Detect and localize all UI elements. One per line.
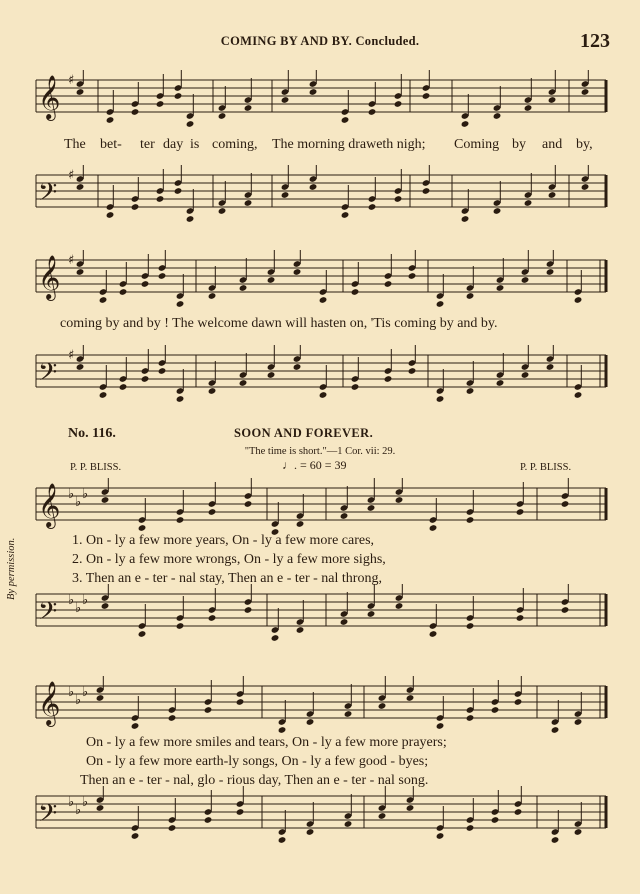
notehead [367, 504, 376, 512]
notehead [408, 272, 417, 280]
bass-clef-icon: 𝄢 [38, 178, 58, 213]
treble-clef-icon: 𝄞 [38, 681, 61, 725]
notehead [548, 96, 557, 104]
notehead [546, 363, 555, 371]
key-signature-icon: ♭ [75, 495, 82, 510]
system-4-treble-staff [0, 676, 640, 736]
notehead [524, 104, 533, 112]
notehead [574, 391, 583, 399]
notehead [99, 391, 108, 399]
verse-1-line-1: 1. On - ly a few more years, On - ly a few more cares, [72, 533, 375, 548]
notehead [138, 630, 147, 638]
hymn-number: No. 116. [68, 426, 116, 441]
notehead [119, 383, 128, 391]
notehead [101, 496, 110, 504]
notehead [514, 698, 523, 706]
notehead [466, 824, 475, 832]
system-4-bass-staff [0, 786, 640, 846]
lyric-word: Coming [454, 137, 500, 152]
header-subtitle: Concluded. [355, 34, 420, 48]
notehead [174, 187, 183, 195]
notehead [436, 832, 445, 840]
scripture-reference: "The time is short."—1 Cor. vii: 29. [244, 446, 396, 457]
notehead [319, 296, 328, 304]
key-signature-icon: ♭ [68, 795, 75, 810]
notehead [551, 836, 560, 844]
notehead [551, 726, 560, 734]
notehead [158, 367, 167, 375]
key-signature-icon: ♯ [68, 253, 75, 268]
notehead [561, 606, 570, 614]
verse-2-line-1: 2. On - ly a few more wrongs, On - ly a few more sighs, [72, 552, 386, 567]
page-number: 123 [580, 30, 610, 52]
key-signature-icon: ♯ [68, 348, 75, 363]
notehead [436, 395, 445, 403]
key-signature-icon: ♭ [75, 803, 82, 818]
notehead [131, 203, 140, 211]
notehead [546, 268, 555, 276]
key-signature-icon: ♭ [82, 487, 89, 502]
notehead [267, 371, 276, 379]
permission-note: By permission. [6, 537, 17, 600]
notehead [176, 300, 185, 308]
page-header [0, 34, 640, 49]
key-signature-icon: ♯ [68, 168, 75, 183]
notehead [406, 804, 415, 812]
notehead [574, 718, 583, 726]
lyric-word: coming, [212, 137, 258, 152]
notehead [293, 363, 302, 371]
notehead [408, 367, 417, 375]
notehead [76, 268, 85, 276]
notehead [466, 387, 475, 395]
notehead [493, 207, 502, 215]
notehead [106, 211, 115, 219]
notehead [466, 292, 475, 300]
notehead [208, 508, 217, 516]
notehead [168, 714, 177, 722]
notehead [466, 714, 475, 722]
key-signature-icon: ♭ [82, 795, 89, 810]
bass-clef-icon: 𝄢 [38, 597, 58, 632]
notehead [491, 706, 500, 714]
notehead [244, 500, 253, 508]
notehead [218, 207, 227, 215]
notehead [156, 100, 165, 108]
notehead [244, 606, 253, 614]
notehead [429, 524, 438, 532]
notehead [158, 272, 167, 280]
notehead [351, 288, 360, 296]
notehead [131, 722, 140, 730]
notehead [581, 183, 590, 191]
notehead [493, 112, 502, 120]
notehead [340, 618, 349, 626]
notehead [466, 516, 475, 524]
notehead [293, 268, 302, 276]
notehead [119, 288, 128, 296]
notehead [496, 379, 505, 387]
system-3-bass-staff [0, 584, 640, 644]
notehead [436, 300, 445, 308]
notehead [394, 100, 403, 108]
notehead [131, 832, 140, 840]
verse-3-line-1: 3. Then an e - ter - nal stay, Then an e - ter - nal throng, [72, 571, 382, 586]
notehead [208, 292, 217, 300]
notehead [367, 610, 376, 618]
lyric-line: coming by and by ! The welcome dawn will hasten on, 'Tis coming by and by. [60, 316, 498, 331]
lyric-word: by [512, 137, 526, 152]
notehead [186, 120, 195, 128]
notehead [296, 626, 305, 634]
key-signature-icon: ♭ [75, 693, 82, 708]
notehead [267, 276, 276, 284]
notehead [514, 808, 523, 816]
key-signature-icon: ♭ [75, 601, 82, 616]
notehead [341, 211, 350, 219]
notehead [76, 363, 85, 371]
notehead [96, 694, 105, 702]
notehead [239, 379, 248, 387]
system-3-treble-staff [0, 478, 640, 538]
lyric-word: is [190, 137, 200, 152]
notehead [309, 183, 318, 191]
notehead [340, 512, 349, 520]
notehead [99, 296, 108, 304]
header-title: COMING BY AND BY. [220, 34, 353, 48]
notehead [521, 276, 530, 284]
notehead [491, 816, 500, 824]
notehead [344, 710, 353, 718]
notehead [548, 191, 557, 199]
notehead [239, 284, 248, 292]
notehead [524, 199, 533, 207]
notehead [186, 215, 195, 223]
notehead [278, 836, 287, 844]
notehead [306, 718, 315, 726]
lyric-word: by, [576, 137, 593, 152]
system-2-treble-staff [0, 250, 640, 310]
notehead [384, 280, 393, 288]
notehead [341, 116, 350, 124]
song-heading [0, 426, 640, 446]
notehead [174, 92, 183, 100]
lyric-word: and [542, 137, 563, 152]
notehead [208, 614, 217, 622]
notehead [461, 120, 470, 128]
notehead [96, 804, 105, 812]
lyric-word: The [64, 137, 86, 152]
notehead [422, 92, 431, 100]
notehead [281, 191, 290, 199]
notehead [141, 280, 150, 288]
key-signature-icon: ♭ [68, 685, 75, 700]
notehead [394, 195, 403, 203]
notehead [218, 112, 227, 120]
notehead [208, 387, 217, 395]
notehead [384, 375, 393, 383]
notehead [574, 296, 583, 304]
key-signature-icon: ♭ [82, 593, 89, 608]
notehead [378, 702, 387, 710]
notehead [236, 808, 245, 816]
notehead [516, 508, 525, 516]
notehead [516, 614, 525, 622]
notehead [244, 104, 253, 112]
notehead [521, 371, 530, 379]
notehead [422, 187, 431, 195]
lyric-word: The morning draweth nigh; [272, 137, 426, 152]
notehead [141, 375, 150, 383]
notehead [204, 706, 213, 714]
notehead [204, 816, 213, 824]
composer-left: P. P. BLISS. [70, 462, 122, 473]
tempo-marking: ♩. = 60 = 39 [282, 458, 347, 472]
key-signature-icon: ♯ [68, 73, 75, 88]
notehead [436, 722, 445, 730]
notehead [429, 630, 438, 638]
system-2-bass-staff [0, 345, 640, 405]
notehead [176, 395, 185, 403]
notehead [319, 391, 328, 399]
bass-clef-icon: 𝄢 [38, 799, 58, 834]
notehead [306, 828, 315, 836]
notehead [395, 496, 404, 504]
notehead [581, 88, 590, 96]
lyric-word: day [163, 137, 184, 152]
notehead [106, 116, 115, 124]
key-signature-icon: ♭ [82, 685, 89, 700]
lyric-word: bet- [100, 137, 122, 152]
notehead [368, 108, 377, 116]
bass-clef-icon: 𝄢 [38, 358, 58, 393]
notehead [368, 203, 377, 211]
notehead [76, 183, 85, 191]
verse-1-line-2: On - ly a few more smiles and tears, On - ly a few more prayers; [86, 735, 447, 750]
notehead [296, 520, 305, 528]
notehead [76, 88, 85, 96]
notehead [156, 195, 165, 203]
treble-clef-icon: 𝄞 [38, 255, 61, 299]
notehead [131, 108, 140, 116]
notehead [344, 820, 353, 828]
notehead [351, 383, 360, 391]
notehead [406, 694, 415, 702]
hymn-title: SOON AND FOREVER. [234, 426, 374, 440]
system-1-bass-staff [0, 165, 640, 225]
notehead [236, 698, 245, 706]
notehead [168, 824, 177, 832]
notehead [496, 284, 505, 292]
notehead [101, 602, 110, 610]
notehead [466, 622, 475, 630]
notehead [395, 602, 404, 610]
treble-clef-icon: 𝄞 [38, 483, 61, 527]
notehead [461, 215, 470, 223]
lyric-word: ter [140, 137, 155, 152]
notehead [176, 622, 185, 630]
verse-2-line-2: On - ly a few more earth-ly songs, On - ly a few good - byes; [86, 754, 429, 769]
notehead [378, 812, 387, 820]
composer-right: P. P. BLISS. [520, 462, 572, 473]
notehead [244, 199, 253, 207]
key-signature-icon: ♭ [68, 487, 75, 502]
system-1-treble-staff [0, 70, 640, 130]
notehead [281, 96, 290, 104]
treble-clef-icon: 𝄞 [38, 75, 61, 119]
notehead [309, 88, 318, 96]
notehead [561, 500, 570, 508]
key-signature-icon: ♭ [68, 593, 75, 608]
verse-3-line-2: Then an e - ter - nal, glo - rious day, Then an e - ter - nal song. [80, 773, 429, 788]
notehead [271, 634, 280, 642]
notehead [176, 516, 185, 524]
notehead [574, 828, 583, 836]
